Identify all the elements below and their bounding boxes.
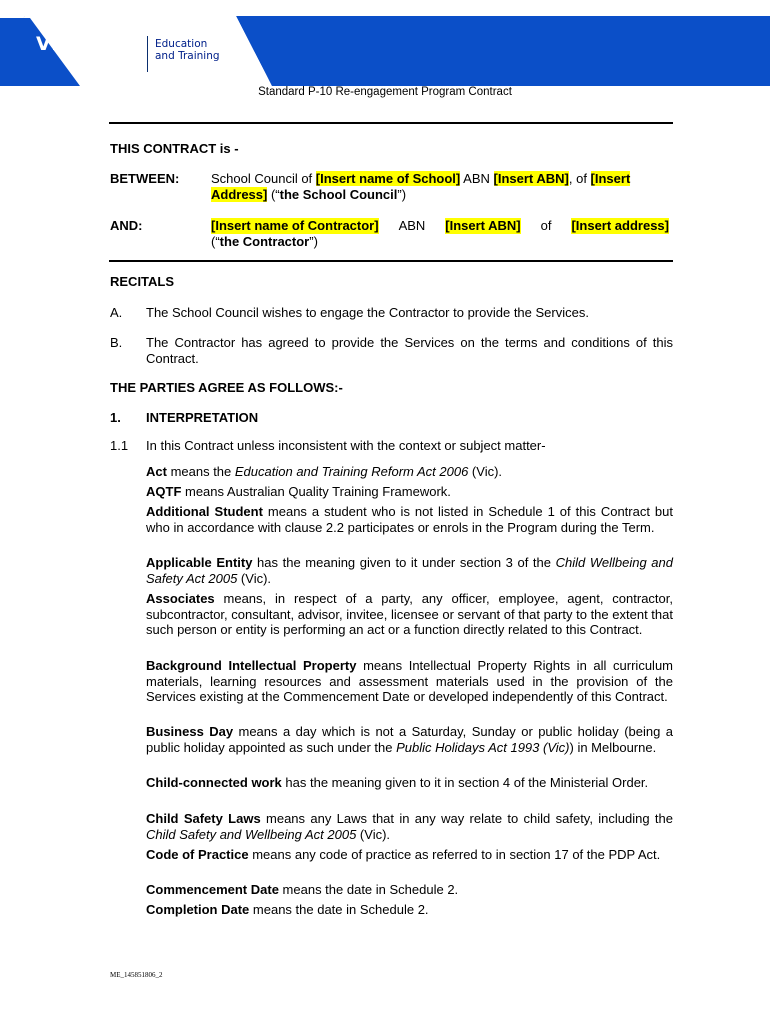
contract-intro-heading: THIS CONTRACT is -	[110, 141, 239, 156]
definition-act: Act means the Education and Training Reform Act 2006 (Vic).	[146, 464, 503, 479]
recital-b-text: The Contractor has agreed to provide the Services on the terms and conditions of this Contract.	[146, 335, 673, 366]
definition-child-safety-laws: Child Safety Laws means any Laws that in any way relate to child safety, including the Child Safety and Wellbeing Act 2005 (Vic).	[146, 811, 673, 842]
clause-1-1-num: 1.1	[110, 438, 129, 453]
section-1-num: 1.	[110, 410, 121, 425]
document-id: ME_145851806_2	[110, 971, 163, 979]
placeholder-contractor-name: [Insert name of Contractor]	[211, 218, 379, 233]
definition-background-ip: Background Intellectual Property means Intellectual Property Rights in all curriculum materials, learning resources and assessment materials used in the provision of the Services existing at the Commencement Date or developed independently of this Contract.	[146, 658, 673, 704]
between-label: BETWEEN:	[110, 171, 180, 186]
recital-a-text: The School Council wishes to engage the Contractor to provide the Services.	[146, 305, 589, 320]
definition-code-of-practice: Code of Practice means any code of practice as referred to in section 17 of the PDP Act.	[146, 847, 661, 862]
document-title: Standard P-10 Re-engagement Program Contract	[258, 86, 512, 98]
victoria-logo	[36, 34, 236, 78]
placeholder-school-address: [Insert	[590, 171, 631, 186]
definition-commencement-date: Commencement Date means the date in Schedule 2.	[146, 882, 459, 897]
department-name: Education and Training	[155, 38, 220, 62]
agreement-heading: THE PARTIES AGREE AS FOLLOWS:-	[110, 380, 343, 395]
logo-wordmark: VICTORIA	[36, 33, 142, 55]
header-banner	[0, 0, 770, 86]
placeholder-contractor-address: [Insert address]	[571, 218, 669, 233]
placeholder-school-name: [Insert name of School]	[315, 171, 461, 186]
recital-a-num: A.	[110, 305, 123, 320]
placeholder-contractor-abn: [Insert ABN]	[445, 218, 521, 233]
divider-top	[109, 122, 673, 124]
section-1-title: INTERPRETATION	[146, 410, 259, 425]
definition-child-connected-work: Child-connected work has the meaning given to it in section 4 of the Ministerial Order.	[146, 775, 649, 790]
between-party-text: School Council of [Insert name of School] ABN [Insert ABN], of [Insert Address] (“the School Council”)	[211, 171, 631, 202]
recitals-heading: RECITALS	[110, 274, 175, 289]
definition-additional-student: Additional Student means a student who is not listed in Schedule 1 of this Contract but who in accordance with clause 2.2 participates or enrols in the Program during the Term.	[146, 504, 674, 535]
and-party-text: [Insert name of Contractor] ABN [Insert ABN] of [Insert address] (“the Contractor”)	[211, 218, 669, 249]
definition-applicable-entity: Applicable Entity has the meaning given to it under section 3 of the Child Wellbeing and Safety Act 2005 (Vic).	[146, 555, 673, 586]
logo-subtitle: State Government	[78, 55, 131, 73]
and-label: AND:	[110, 218, 143, 233]
placeholder-school-abn: [Insert ABN]	[493, 171, 569, 186]
divider-parties	[109, 260, 673, 262]
clause-1-1-text: In this Contract unless inconsistent with the context or subject matter-	[146, 438, 546, 453]
definition-associates: Associates means, in respect of a party, any officer, employee, agent, contractor, subcontractor, consultant, advisor, invitee, licensee or servant of that party to the extent that such person or entity is performing an act or a function directly related to this Contract.	[146, 591, 673, 637]
recital-b-num: B.	[110, 335, 123, 350]
logo-divider	[147, 36, 148, 72]
definition-aqtf: AQTF means Australian Quality Training Framework.	[146, 484, 451, 499]
definition-completion-date: Completion Date means the date in Schedule 2.	[146, 902, 429, 917]
definition-business-day: Business Day means a day which is not a Saturday, Sunday or public holiday (being a public holiday appointed as such under the Public Holidays Act 1993 (Vic)) in Melbourne.	[146, 724, 673, 755]
